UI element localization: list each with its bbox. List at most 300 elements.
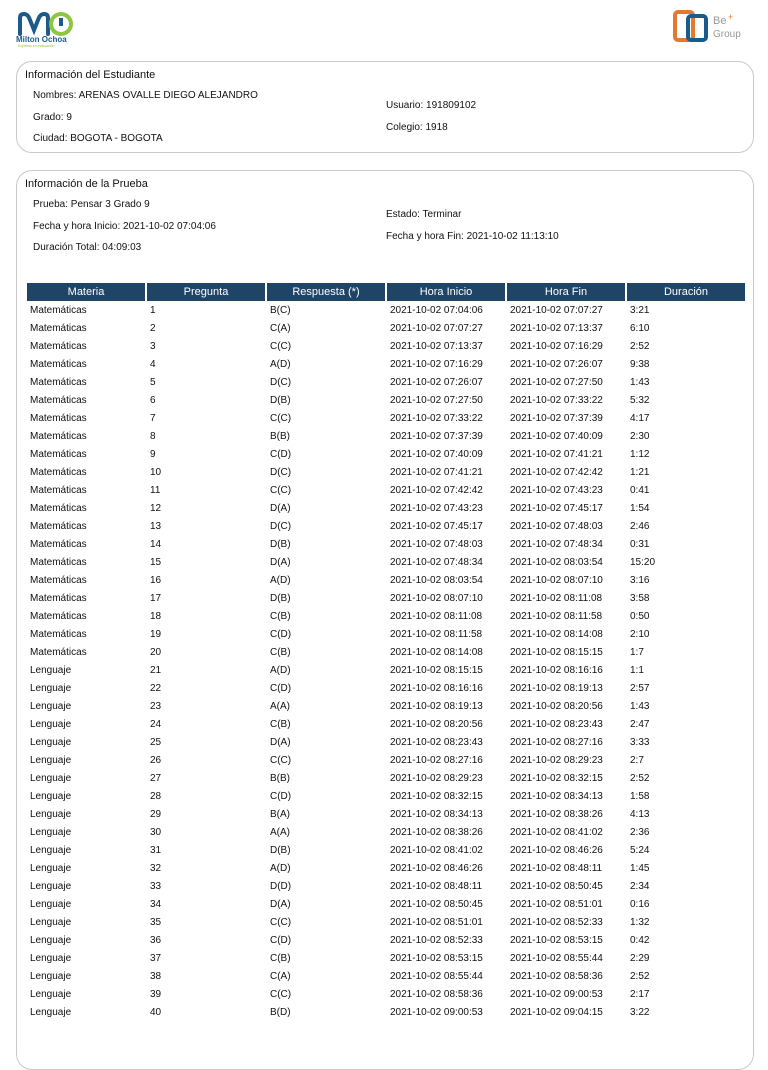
cell-materia: Lenguaje <box>30 844 72 856</box>
cell-respuesta: D(C) <box>270 376 292 388</box>
cell-duracion: 1:58 <box>630 790 650 802</box>
cell-materia: Lenguaje <box>30 700 72 712</box>
table-row <box>27 553 745 571</box>
cell-materia: Lenguaje <box>30 898 72 910</box>
cell-hora-inicio: 2021-10-02 08:52:33 <box>390 934 483 946</box>
table-row <box>27 805 745 823</box>
cell-duracion: 2:52 <box>630 772 650 784</box>
cell-hora-fin: 2021-10-02 08:50:45 <box>510 880 603 892</box>
cell-pregunta: 23 <box>150 700 162 712</box>
cell-pregunta: 10 <box>150 466 162 478</box>
cell-respuesta: C(D) <box>270 628 292 640</box>
cell-hora-fin: 2021-10-02 08:11:08 <box>510 592 603 604</box>
cell-duracion: 0:42 <box>630 934 650 946</box>
cell-duracion: 2:29 <box>630 952 650 964</box>
cell-pregunta: 30 <box>150 826 162 838</box>
cell-hora-fin: 2021-10-02 08:27:16 <box>510 736 603 748</box>
test-estado: Estado: Terminar <box>386 209 462 220</box>
cell-respuesta: C(D) <box>270 682 292 694</box>
cell-duracion: 1:43 <box>630 376 650 388</box>
cell-duracion: 1:21 <box>630 466 650 478</box>
cell-respuesta: C(D) <box>270 790 292 802</box>
cell-respuesta: D(A) <box>270 736 291 748</box>
cell-hora-inicio: 2021-10-02 08:16:16 <box>390 682 483 694</box>
cell-pregunta: 3 <box>150 340 156 352</box>
cell-materia: Lenguaje <box>30 1006 72 1018</box>
cell-hora-fin: 2021-10-02 08:03:54 <box>510 556 603 568</box>
cell-respuesta: C(B) <box>270 646 291 658</box>
table-row <box>27 823 745 841</box>
cell-duracion: 2:46 <box>630 520 650 532</box>
cell-hora-fin: 2021-10-02 08:16:16 <box>510 664 603 676</box>
table-row <box>27 715 745 733</box>
cell-materia: Lenguaje <box>30 988 72 1000</box>
cell-hora-fin: 2021-10-02 08:29:23 <box>510 754 603 766</box>
cell-materia: Lenguaje <box>30 790 72 802</box>
cell-hora-inicio: 2021-10-02 09:00:53 <box>390 1006 483 1018</box>
cell-hora-fin: 2021-10-02 08:32:15 <box>510 772 603 784</box>
cell-respuesta: B(A) <box>270 808 290 820</box>
cell-materia: Lenguaje <box>30 862 72 874</box>
cell-pregunta: 9 <box>150 448 156 460</box>
cell-respuesta: C(A) <box>270 322 291 334</box>
cell-pregunta: 16 <box>150 574 162 586</box>
cell-materia: Matemáticas <box>30 466 87 478</box>
cell-duracion: 5:32 <box>630 394 650 406</box>
table-row <box>27 625 745 643</box>
cell-respuesta: A(D) <box>270 358 291 370</box>
cell-duracion: 2:34 <box>630 880 650 892</box>
cell-pregunta: 29 <box>150 808 162 820</box>
cell-materia: Lenguaje <box>30 682 72 694</box>
cell-duracion: 3:58 <box>630 592 650 604</box>
cell-respuesta: C(B) <box>270 610 291 622</box>
cell-pregunta: 18 <box>150 610 162 622</box>
cell-respuesta: D(A) <box>270 898 291 910</box>
cell-hora-inicio: 2021-10-02 08:11:08 <box>390 610 483 622</box>
cell-hora-inicio: 2021-10-02 08:53:15 <box>390 952 483 964</box>
cell-hora-inicio: 2021-10-02 07:16:29 <box>390 358 483 370</box>
cell-materia: Lenguaje <box>30 808 72 820</box>
cell-pregunta: 39 <box>150 988 162 1000</box>
cell-duracion: 1:7 <box>630 646 644 658</box>
cell-pregunta: 12 <box>150 502 162 514</box>
cell-duracion: 2:30 <box>630 430 650 442</box>
cell-hora-inicio: 2021-10-02 08:32:15 <box>390 790 483 802</box>
cell-respuesta: C(D) <box>270 448 292 460</box>
cell-hora-inicio: 2021-10-02 08:07:10 <box>390 592 483 604</box>
svg-text:+: + <box>728 12 734 22</box>
cell-hora-inicio: 2021-10-02 07:37:39 <box>390 430 483 442</box>
cell-respuesta: A(D) <box>270 664 291 676</box>
cell-respuesta: A(A) <box>270 700 290 712</box>
cell-hora-fin: 2021-10-02 07:33:22 <box>510 394 603 406</box>
cell-pregunta: 36 <box>150 934 162 946</box>
cell-pregunta: 22 <box>150 682 162 694</box>
cell-hora-fin: 2021-10-02 08:19:13 <box>510 682 603 694</box>
table-row <box>27 445 745 463</box>
cell-hora-fin: 2021-10-02 07:16:29 <box>510 340 603 352</box>
cell-duracion: 15:20 <box>630 556 656 568</box>
student-info-card <box>16 61 754 153</box>
cell-hora-inicio: 2021-10-02 08:55:44 <box>390 970 483 982</box>
cell-materia: Lenguaje <box>30 736 72 748</box>
cell-hora-fin: 2021-10-02 08:53:15 <box>510 934 603 946</box>
cell-hora-inicio: 2021-10-02 07:45:17 <box>390 520 483 532</box>
cell-respuesta: D(C) <box>270 466 292 478</box>
test-prueba: Prueba: Pensar 3 Grado 9 <box>33 199 150 210</box>
cell-materia: Matemáticas <box>30 322 87 334</box>
table-row <box>27 949 745 967</box>
cell-hora-fin: 2021-10-02 08:46:26 <box>510 844 603 856</box>
cell-respuesta: C(C) <box>270 754 292 766</box>
cell-pregunta: 15 <box>150 556 162 568</box>
cell-pregunta: 13 <box>150 520 162 532</box>
test-fecha-inicio: Fecha y hora Inicio: 2021-10-02 07:04:06 <box>33 221 216 232</box>
column-header: Hora Inicio <box>387 283 505 301</box>
be-group-logo-mark <box>672 8 752 44</box>
column-header: Materia <box>27 283 145 301</box>
table-row <box>27 373 745 391</box>
student-info-title: Información del Estudiante <box>25 69 156 81</box>
cell-duracion: 2:10 <box>630 628 650 640</box>
cell-respuesta: A(A) <box>270 826 290 838</box>
cell-pregunta: 38 <box>150 970 162 982</box>
cell-hora-fin: 2021-10-02 07:48:34 <box>510 538 603 550</box>
table-body <box>27 301 745 1021</box>
table-row <box>27 967 745 985</box>
cell-respuesta: C(C) <box>270 988 292 1000</box>
cell-respuesta: D(A) <box>270 502 291 514</box>
cell-pregunta: 14 <box>150 538 162 550</box>
cell-respuesta: B(D) <box>270 1006 291 1018</box>
cell-duracion: 2:47 <box>630 718 650 730</box>
cell-hora-fin: 2021-10-02 08:11:58 <box>510 610 603 622</box>
cell-hora-inicio: 2021-10-02 07:40:09 <box>390 448 483 460</box>
cell-materia: Matemáticas <box>30 358 87 370</box>
cell-materia: Lenguaje <box>30 664 72 676</box>
cell-duracion: 9:38 <box>630 358 650 370</box>
cell-respuesta: A(D) <box>270 574 291 586</box>
cell-hora-fin: 2021-10-02 08:55:44 <box>510 952 603 964</box>
table-row <box>27 481 745 499</box>
table-row <box>27 607 745 625</box>
cell-hora-fin: 2021-10-02 07:43:23 <box>510 484 603 496</box>
cell-hora-fin: 2021-10-02 07:48:03 <box>510 520 603 532</box>
cell-materia: Matemáticas <box>30 502 87 514</box>
cell-hora-inicio: 2021-10-02 08:29:23 <box>390 772 483 784</box>
cell-materia: Matemáticas <box>30 394 87 406</box>
milton-ochoa-logo <box>16 8 76 48</box>
cell-respuesta: D(B) <box>270 538 291 550</box>
cell-respuesta: C(A) <box>270 970 291 982</box>
cell-materia: Lenguaje <box>30 718 72 730</box>
cell-duracion: 0:31 <box>630 538 650 550</box>
cell-respuesta: B(B) <box>270 772 290 784</box>
cell-respuesta: C(D) <box>270 934 292 946</box>
cell-duracion: 3:16 <box>630 574 650 586</box>
student-ciudad: Ciudad: BOGOTA - BOGOTA <box>33 133 163 144</box>
cell-hora-fin: 2021-10-02 07:42:42 <box>510 466 603 478</box>
test-info-title: Información de la Prueba <box>25 178 148 190</box>
cell-respuesta: C(C) <box>270 484 292 496</box>
cell-respuesta: C(C) <box>270 340 292 352</box>
cell-duracion: 1:1 <box>630 664 644 676</box>
cell-pregunta: 24 <box>150 718 162 730</box>
cell-hora-inicio: 2021-10-02 08:11:58 <box>390 628 483 640</box>
cell-materia: Matemáticas <box>30 484 87 496</box>
cell-hora-fin: 2021-10-02 08:41:02 <box>510 826 603 838</box>
table-row <box>27 877 745 895</box>
table-row <box>27 499 745 517</box>
table-row <box>27 301 745 319</box>
cell-duracion: 1:43 <box>630 700 650 712</box>
cell-pregunta: 21 <box>150 664 162 676</box>
cell-hora-inicio: 2021-10-02 08:51:01 <box>390 916 483 928</box>
table-row <box>27 913 745 931</box>
cell-hora-inicio: 2021-10-02 07:41:21 <box>390 466 483 478</box>
cell-duracion: 5:24 <box>630 844 650 856</box>
cell-hora-inicio: 2021-10-02 07:33:22 <box>390 412 483 424</box>
cell-pregunta: 6 <box>150 394 156 406</box>
table-row <box>27 679 745 697</box>
cell-pregunta: 26 <box>150 754 162 766</box>
table-row <box>27 769 745 787</box>
cell-hora-fin: 2021-10-02 08:52:33 <box>510 916 603 928</box>
cell-hora-inicio: 2021-10-02 07:43:23 <box>390 502 483 514</box>
cell-respuesta: A(D) <box>270 862 291 874</box>
cell-duracion: 0:16 <box>630 898 650 910</box>
cell-respuesta: D(B) <box>270 844 291 856</box>
cell-materia: Lenguaje <box>30 880 72 892</box>
cell-duracion: 3:21 <box>630 304 650 316</box>
cell-duracion: 3:22 <box>630 1006 650 1018</box>
cell-respuesta: C(C) <box>270 412 292 424</box>
table-row <box>27 517 745 535</box>
cell-hora-fin: 2021-10-02 08:38:26 <box>510 808 603 820</box>
table-row <box>27 1003 745 1021</box>
cell-hora-fin: 2021-10-02 08:34:13 <box>510 790 603 802</box>
be-group-logo <box>672 8 752 44</box>
table-row <box>27 985 745 1003</box>
svg-text:Milton Ochoa: Milton Ochoa <box>16 35 67 44</box>
cell-duracion: 2:52 <box>630 340 650 352</box>
cell-hora-fin: 2021-10-02 09:00:53 <box>510 988 603 1000</box>
cell-hora-inicio: 2021-10-02 07:26:07 <box>390 376 483 388</box>
cell-materia: Matemáticas <box>30 574 87 586</box>
test-fecha-fin: Fecha y hora Fin: 2021-10-02 11:13:10 <box>386 231 559 242</box>
table-row <box>27 571 745 589</box>
table-row <box>27 535 745 553</box>
cell-materia: Lenguaje <box>30 754 72 766</box>
cell-pregunta: 11 <box>150 484 161 496</box>
cell-pregunta: 33 <box>150 880 162 892</box>
cell-pregunta: 19 <box>150 628 162 640</box>
cell-respuesta: C(B) <box>270 718 291 730</box>
cell-hora-inicio: 2021-10-02 08:58:36 <box>390 988 483 1000</box>
student-nombres: Nombres: ARENAS OVALLE DIEGO ALEJANDRO <box>33 90 258 101</box>
table-row <box>27 841 745 859</box>
table-row <box>27 661 745 679</box>
student-grado: Grado: 9 <box>33 112 72 123</box>
cell-materia: Matemáticas <box>30 520 87 532</box>
cell-respuesta: B(B) <box>270 430 290 442</box>
student-usuario: Usuario: 191809102 <box>386 100 477 111</box>
table-row <box>27 787 745 805</box>
table-row <box>27 643 745 661</box>
cell-hora-fin: 2021-10-02 07:37:39 <box>510 412 603 424</box>
cell-duracion: 3:33 <box>630 736 650 748</box>
cell-materia: Matemáticas <box>30 628 87 640</box>
cell-hora-inicio: 2021-10-02 08:46:26 <box>390 862 483 874</box>
cell-duracion: 4:17 <box>630 412 650 424</box>
cell-hora-fin: 2021-10-02 07:41:21 <box>510 448 603 460</box>
cell-materia: Lenguaje <box>30 772 72 784</box>
cell-hora-fin: 2021-10-02 07:26:07 <box>510 358 603 370</box>
cell-respuesta: B(C) <box>270 304 291 316</box>
cell-materia: Lenguaje <box>30 826 72 838</box>
cell-duracion: 1:54 <box>630 502 650 514</box>
cell-materia: Matemáticas <box>30 610 87 622</box>
cell-respuesta: D(C) <box>270 520 292 532</box>
cell-hora-inicio: 2021-10-02 08:38:26 <box>390 826 483 838</box>
cell-pregunta: 34 <box>150 898 162 910</box>
table-row <box>27 733 745 751</box>
cell-hora-fin: 2021-10-02 08:15:15 <box>510 646 603 658</box>
cell-materia: Matemáticas <box>30 592 87 604</box>
cell-materia: Lenguaje <box>30 970 72 982</box>
column-header: Duración <box>627 283 745 301</box>
cell-hora-inicio: 2021-10-02 08:48:11 <box>390 880 483 892</box>
table-row <box>27 337 745 355</box>
table-row <box>27 319 745 337</box>
table-row <box>27 463 745 481</box>
table-row <box>27 355 745 373</box>
cell-pregunta: 25 <box>150 736 162 748</box>
cell-materia: Matemáticas <box>30 538 87 550</box>
cell-duracion: 2:7 <box>630 754 644 766</box>
cell-materia: Matemáticas <box>30 556 87 568</box>
cell-respuesta: D(A) <box>270 556 291 568</box>
cell-hora-inicio: 2021-10-02 08:27:16 <box>390 754 483 766</box>
cell-hora-fin: 2021-10-02 07:45:17 <box>510 502 603 514</box>
cell-pregunta: 4 <box>150 358 156 370</box>
cell-materia: Matemáticas <box>30 430 87 442</box>
cell-hora-fin: 2021-10-02 07:40:09 <box>510 430 603 442</box>
table-row <box>27 589 745 607</box>
cell-materia: Matemáticas <box>30 646 87 658</box>
table-row <box>27 895 745 913</box>
cell-hora-inicio: 2021-10-02 07:48:34 <box>390 556 483 568</box>
cell-hora-fin: 2021-10-02 07:27:50 <box>510 376 603 388</box>
cell-materia: Matemáticas <box>30 340 87 352</box>
student-colegio: Colegio: 1918 <box>386 122 448 133</box>
test-duracion-total: Duración Total: 04:09:03 <box>33 242 142 253</box>
cell-respuesta: D(D) <box>270 880 292 892</box>
cell-hora-inicio: 2021-10-02 08:34:13 <box>390 808 483 820</box>
cell-duracion: 1:45 <box>630 862 650 874</box>
svg-text:Expertos en evaluación: Expertos en evaluación <box>18 44 55 48</box>
cell-respuesta: D(B) <box>270 592 291 604</box>
cell-hora-fin: 2021-10-02 08:51:01 <box>510 898 603 910</box>
cell-hora-fin: 2021-10-02 07:13:37 <box>510 322 603 334</box>
cell-hora-fin: 2021-10-02 09:04:15 <box>510 1006 603 1018</box>
column-header: Pregunta <box>147 283 265 301</box>
cell-duracion: 6:10 <box>630 322 650 334</box>
cell-duracion: 2:36 <box>630 826 650 838</box>
cell-hora-inicio: 2021-10-02 07:48:03 <box>390 538 483 550</box>
cell-pregunta: 17 <box>150 592 162 604</box>
cell-materia: Matemáticas <box>30 376 87 388</box>
answers-table <box>25 283 747 1021</box>
cell-hora-inicio: 2021-10-02 07:27:50 <box>390 394 483 406</box>
table-row <box>27 931 745 949</box>
cell-hora-inicio: 2021-10-02 07:04:06 <box>390 304 483 316</box>
cell-hora-inicio: 2021-10-02 08:20:56 <box>390 718 483 730</box>
cell-hora-inicio: 2021-10-02 07:42:42 <box>390 484 483 496</box>
cell-pregunta: 37 <box>150 952 162 964</box>
cell-hora-fin: 2021-10-02 08:14:08 <box>510 628 603 640</box>
cell-pregunta: 1 <box>150 304 156 316</box>
cell-respuesta: C(C) <box>270 916 292 928</box>
cell-materia: Lenguaje <box>30 952 72 964</box>
cell-materia: Matemáticas <box>30 304 87 316</box>
cell-hora-fin: 2021-10-02 08:23:43 <box>510 718 603 730</box>
cell-hora-fin: 2021-10-02 07:07:27 <box>510 304 603 316</box>
cell-pregunta: 20 <box>150 646 162 658</box>
cell-pregunta: 28 <box>150 790 162 802</box>
column-header: Respuesta (*) <box>267 283 385 301</box>
cell-pregunta: 2 <box>150 322 156 334</box>
cell-duracion: 0:41 <box>630 484 650 496</box>
table-row <box>27 697 745 715</box>
cell-duracion: 2:57 <box>630 682 650 694</box>
cell-hora-inicio: 2021-10-02 08:23:43 <box>390 736 483 748</box>
test-info-card <box>16 170 754 1070</box>
cell-duracion: 4:13 <box>630 808 650 820</box>
cell-duracion: 2:17 <box>630 988 650 1000</box>
table-header-row <box>27 283 745 301</box>
cell-hora-inicio: 2021-10-02 07:13:37 <box>390 340 483 352</box>
cell-hora-fin: 2021-10-02 08:58:36 <box>510 970 603 982</box>
cell-duracion: 1:32 <box>630 916 650 928</box>
cell-hora-inicio: 2021-10-02 07:07:27 <box>390 322 483 334</box>
table-row <box>27 859 745 877</box>
cell-hora-inicio: 2021-10-02 08:41:02 <box>390 844 483 856</box>
cell-materia: Lenguaje <box>30 916 72 928</box>
milton-ochoa-logo-mark <box>16 8 76 48</box>
column-header: Hora Fin <box>507 283 625 301</box>
cell-duracion: 2:52 <box>630 970 650 982</box>
cell-hora-inicio: 2021-10-02 08:03:54 <box>390 574 483 586</box>
cell-pregunta: 7 <box>150 412 156 424</box>
cell-materia: Matemáticas <box>30 412 87 424</box>
cell-hora-fin: 2021-10-02 08:48:11 <box>510 862 603 874</box>
cell-materia: Matemáticas <box>30 448 87 460</box>
table-row <box>27 391 745 409</box>
cell-hora-fin: 2021-10-02 08:07:10 <box>510 574 603 586</box>
cell-respuesta: D(B) <box>270 394 291 406</box>
cell-pregunta: 31 <box>150 844 162 856</box>
cell-duracion: 1:12 <box>630 448 650 460</box>
cell-materia: Lenguaje <box>30 934 72 946</box>
cell-hora-inicio: 2021-10-02 08:19:13 <box>390 700 483 712</box>
cell-duracion: 0:50 <box>630 610 650 622</box>
table-row <box>27 427 745 445</box>
cell-hora-inicio: 2021-10-02 08:14:08 <box>390 646 483 658</box>
svg-text:Be: Be <box>713 15 727 27</box>
cell-respuesta: C(B) <box>270 952 291 964</box>
